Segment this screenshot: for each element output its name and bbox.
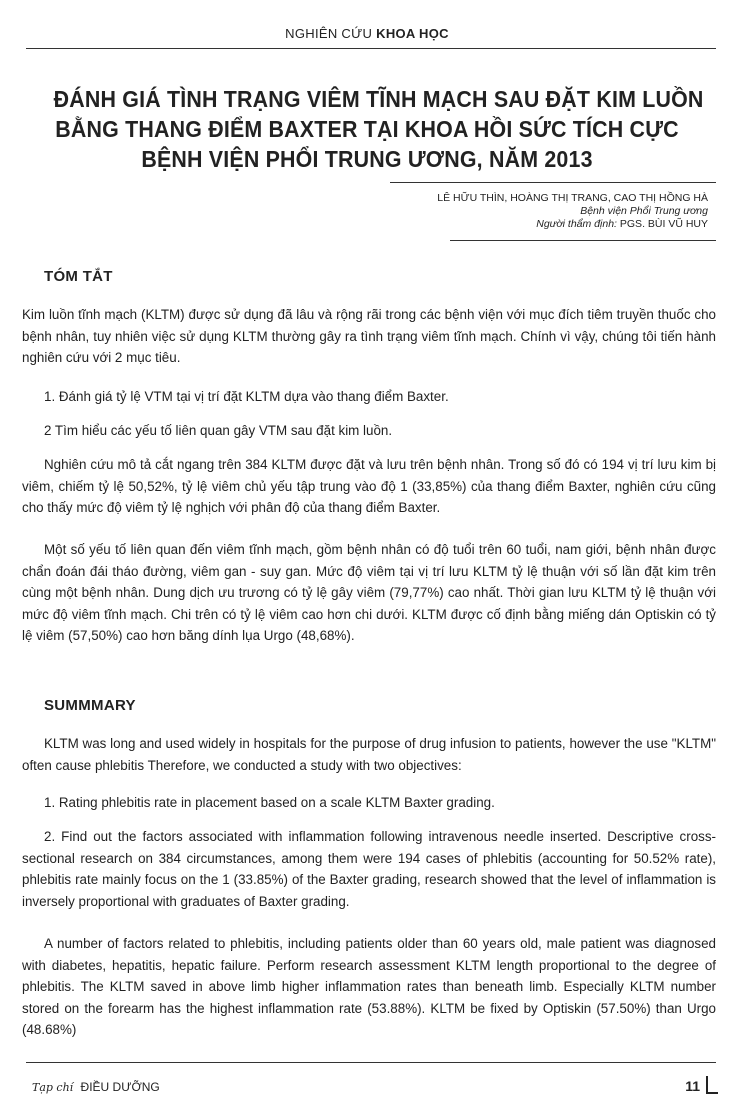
section-header-bold: KHOA HỌC <box>376 26 449 41</box>
summary-vi-paragraph-1: Kim luồn tĩnh mạch (KLTM) được sử dụng đã lâu và rộng rãi trong các bệnh viện với mục đích tiêm truyền thuốc cho bệnh nhân, tuy nhiên việc sử dụng KLTM thường gây ra tình trạng viêm tĩnh mạch. Chính vì vậy, chúng tôi tiến hành nghiên cứu với 2 mục tiêu. <box>22 307 716 365</box>
summary-vi-objective-1: 1. Đánh giá tỷ lệ VTM tại vị trí đặt KLTM dựa vào thang điểm Baxter. <box>44 389 449 404</box>
reviewer-line <box>437 218 708 231</box>
author-block <box>437 192 708 231</box>
authors-rule-bottom <box>450 240 716 241</box>
summary-vi-objective-2: 2 Tìm hiểu các yếu tố liên quan gây VTM sau đặt kim luồn. <box>44 423 393 438</box>
corner-mark <box>706 1076 718 1094</box>
header-rule <box>26 48 716 49</box>
article-title <box>53 84 704 174</box>
summary-vi-paragraph-2: Nghiên cứu mô tả cắt ngang trên 384 KLTM được đặt và lưu trên bệnh nhân. Trong số đó có 194 vị trí lưu kim bị viêm, chiếm tỷ lệ 50,52%, tỷ lệ viêm chủ yếu tập trung vào độ 1 (33,85%) của thang điểm Baxter, nghiên cứu cũng cho thấy mức độ viêm tỷ lệ nghịch với phân độ của thang điểm Baxter. <box>22 457 716 515</box>
section-header <box>0 26 734 41</box>
summary-en-objective-1: 1. Rating phlebitis rate in placement based on a scale KLTM Baxter grading. <box>44 795 495 810</box>
summary-vi-heading: TÓM TẮT <box>44 268 113 285</box>
page-number: 11 <box>685 1078 700 1094</box>
journal-name <box>32 1080 160 1094</box>
author-names: LÊ HỮU THÌN, HOÀNG THỊ TRANG, CAO THỊ HỒNG HÀ <box>437 192 708 204</box>
summary-en-paragraph-1: KLTM was long and used widely in hospitals for the purpose of drug infusion to patients, however the use "KLTM" often cause phlebitis Therefore, we conducted a study with two objectives: <box>22 736 716 773</box>
reviewer-label: Người thẩm định: <box>536 218 617 230</box>
title-line-2: BẰNG THANG ĐIỂM BAXTER TẠI KHOA HỒI SỨC TÍCH CỰC <box>55 116 679 142</box>
author-affiliation: Bệnh viện Phổi Trung ương <box>580 205 708 217</box>
summary-en-heading: SUMMMARY <box>44 697 136 714</box>
journal-script-prefix: Tạp chí <box>32 1081 74 1094</box>
summary-en-paragraph-3: A number of factors related to phlebitis, including patients older than 60 years old, male patient was diagnosed with diabetes, hepatitis, hepatic failure. Perform research assessment KLTM length proportional to the degree of phlebitis. The KLTM saved in above limb higher inflammation rates than beneath limb. Especially KLTM number stored on the forearm has the highest inflammation rate (53.88%). KLTM be fixed by Optiskin (57.50%) than Urgo (48.68%) <box>22 936 716 1037</box>
footer-rule <box>26 1062 716 1063</box>
journal-title: ĐIỀU DƯỠNG <box>80 1080 160 1094</box>
title-line-3: BỆNH VIỆN PHỔI TRUNG ƯƠNG, NĂM 2013 <box>141 146 593 172</box>
reviewer-name: PGS. BÙI VŨ HUY <box>619 218 708 230</box>
section-header-prefix: NGHIÊN CỨU <box>285 26 373 41</box>
summary-en-paragraph-2: 2. Find out the factors associated with inflammation following intravenous needle inserted. Descriptive cross-sectional research on 384 circumstances, among them were 194 cases of phlebitis (accounting for 50.52% rate), phlebitis rate mainly focus on the 1 (33.85%) of the Baxter grading, research showed that the level of inflammation is inversely proportional with graduates of Baxter grading. <box>22 829 716 909</box>
authors-rule-top <box>390 182 716 183</box>
summary-vi-paragraph-3: Một số yếu tố liên quan đến viêm tĩnh mạch, gồm bệnh nhân có độ tuổi trên 60 tuổi, nam giới, bệnh nhân được chẩn đoán đái tháo đường, viêm gan - suy gan. Mức độ viêm tại vị trí lưu KLTM tỷ lệ thuận với số lần đặt kim trên cùng một bệnh nhân. Dung dịch ưu trương có tỷ lệ gây viêm (79,77%) cao nhất. Thời gian lưu KLTM tỷ lệ thuận với mức độ viêm tĩnh mạch. Chi trên có tỷ lệ viêm cao hơn chi dưới. KLTM được cố định bằng miếng dán Optiskin có tỷ lệ viêm (57,50%) cao hơn băng dính lụa Urgo (48,68%). <box>22 542 716 643</box>
title-line-1: ĐÁNH GIÁ TÌNH TRẠNG VIÊM TĨNH MẠCH SAU ĐẶT KIM LUỒN <box>53 86 704 112</box>
